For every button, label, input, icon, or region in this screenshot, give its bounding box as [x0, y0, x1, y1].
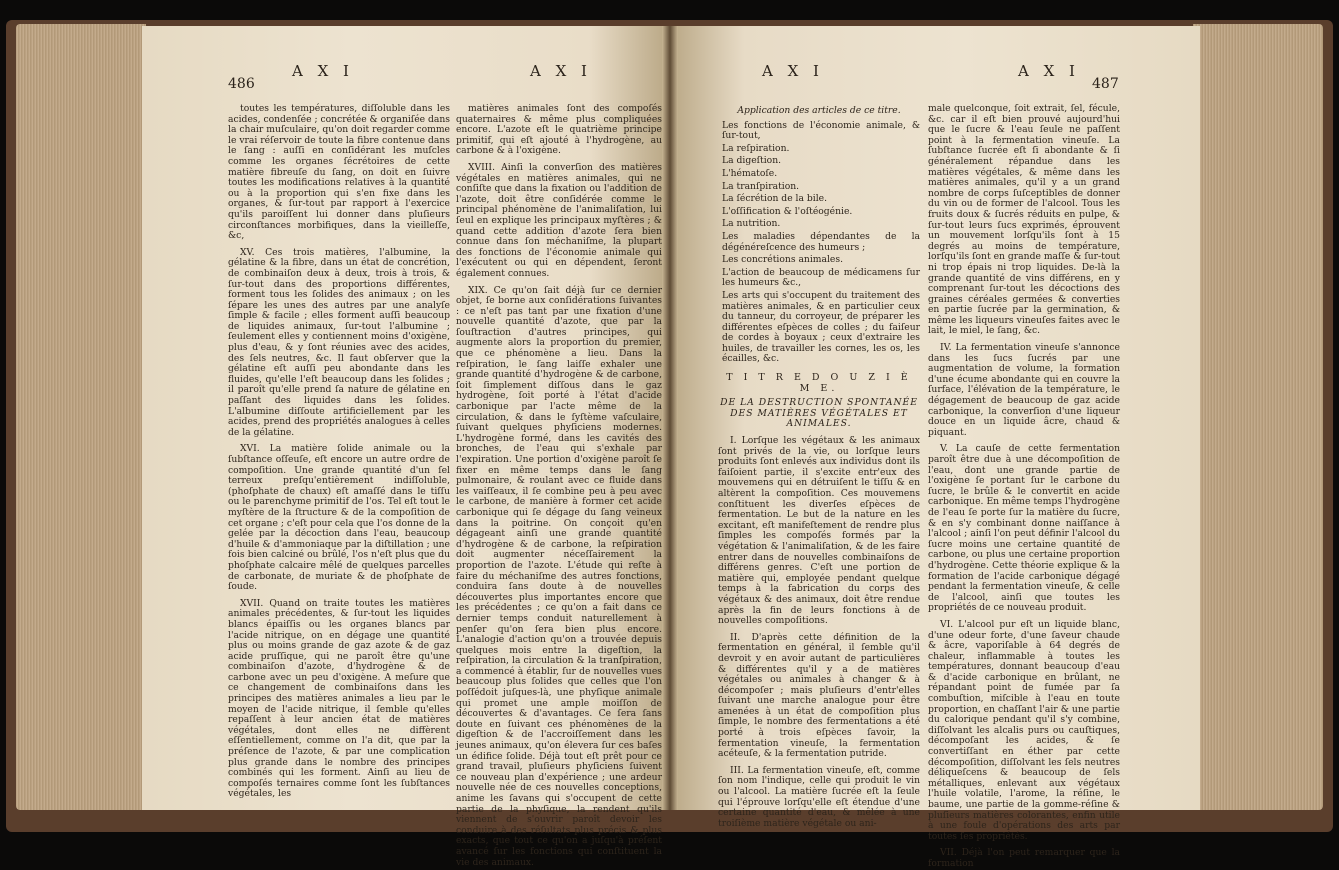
left-header-left: A X I — [292, 62, 354, 80]
right-page-number: 487 — [1092, 76, 1119, 92]
right-header-left: A X I — [762, 62, 824, 80]
paragraph-vi: VI. L'alcool pur eſt un liquide blanc, d'une odeur forte, d'une ſaveur chaude & âcre, vaporiſable à 64 degrés de chaleur, inflammable à toutes les températures, donnant beaucoup d'eau & d'acide carbonique en brûlant, ne répandant point de fumée par ſa combuſtion, miſcible à l'eau en toute proportion, en chaſſant l'air & une partie du calorique pendant qu'il s'y combine, diſſolvant les alcalis purs ou cauſtiques, décompoſant les acides, & ſe convertiſſant en éther par cette décompoſition, diſſolvant les ſels neutres déliqueſcens & beaucoup de ſels métalliques, enlevant aux végétaux l'huile volatile, l'arome, la réſine, le baume, une partie de la gomme-réſine & pluſieurs matières colorantes, enfin utile à une foule d'opérations des arts par toutes ſes propriétés. — [928, 618, 1120, 842]
list-item: La nutrition. — [722, 218, 781, 230]
paragraph-iv: IV. La fermentation vineuſe s'annonce dans les ſucs ſucrés par une augmentation de volume, la formation d'une écume abondante qui en couvre la ſurface, l'élévation de la température, le dégagement de beaucoup de gaz acide carbonique, la converſion d'une liqueur douce en un liquide âcre, chaud & piquant. — [928, 342, 1120, 438]
list-item: L'oſſification & l'oſtéogénie. — [722, 205, 853, 217]
list-item: Les concrétions animales. — [722, 254, 843, 266]
left-page-number: 486 — [228, 76, 255, 92]
paragraph-i: I. Lorſque les végétaux & les animaux ſont privés de la vie, ou lorſque leurs produits ſont enlevés aux individus dont ils faiſoient partie, il s'excite entr'eux des mouvemens qui en détruiſent le tiſſu & en altèrent la compoſition. Ces mouvemens conſtituent les diverſes eſpèces de fermentation. Le but de la nature en les excitant, eſt manifeſtement de rendre plus ſimples les compoſés formés par la végétation & l'animaliſation, & de les faire entrer dans de nouvelles combinaiſons de différens genres. C'eſt une portion de matière qui, employée pendant quelque temps à la fabrication du corps des végétaux & des animaux, doit être rendue après la fin de leurs fonctions à de nouvelles compoſitions. — [718, 435, 920, 627]
list-item: Les maladies dépendantes de la dégénéreſcence des humeurs ; — [722, 230, 920, 253]
chapter-subtitle: DE LA DESTRUCTION SPONTANÉE DES MATIÈRES VÉGÉTALES ET ANIMALES. — [720, 397, 918, 430]
list-item: La ſécrétion de la bile. — [722, 193, 828, 205]
right-header-right: A X I — [1018, 62, 1080, 80]
list-item: La reſpiration. — [722, 142, 790, 154]
list-item: Les arts qui s'occupent du traitement des matières animales, & en particulier ceux du tanneur, du corroyeur, de préparer les différentes eſpèces de colles ; du faiſeur de cordes à boyaux ; ceux d'extraire les huiles, de travailler les cornes, les os, les écailles, &c. — [722, 289, 920, 365]
section-heading: Application des articles de ce titre. — [737, 105, 901, 116]
list-item: L'action de beaucoup de médicamens ſur les humeurs &c., — [722, 266, 920, 289]
paragraph-xviii: XVIII. Ainſi la converſion des matières végétales en matières animales, qui ne conſiſte que dans la fixation ou l'addition de l'azote, doit être conſidérée comme le principal phénomène de l'animaliſation, lui ſeul en explique les principaux myſtères ; & quand cette addition d'azote ſera bien connue dans ſon méchaniſme, la plupart des fonctions de l'économie animale qui l'exécutent ou qui en dépendent, ſeront également connues. — [456, 161, 662, 279]
paragraph-xvi: XVI. La matière ſolide animale ou la ſubſtance oſſeuſe, eſt encore un autre ordre de compoſition. Une grande quantité d'un ſel terreux preſqu'entièrement indiſſoluble, (phoſphate de chaux) eſt amaſſé dans le tiſſu ou le parenchyme primitif de l'os. Tel eſt tout le myſtère de la ſtructure & de la compoſition de cet organe ; c'eſt pour cela que l'os donne de la gelée par la décoction dans l'eau, beaucoup d'huile & d'ammoniaque par la diſtillation ; une fois bien calciné ou brûlé, l'os n'eſt plus que du phoſphate calcaire mêlé de quelques parcelles de carbonate, de muriate & de phoſphate de ſoude. — [228, 443, 450, 593]
paragraph-iii: III. La fermentation vineuſe, eſt, comme ſon nom l'indique, celle qui produit le vin ou l'alcool. La matière ſucrée eſt la ſeule qui l'éprouve lorſqu'elle eſt étendue d'une certaine quantité d'eau, & mêlée à une troiſième matière végétale ou ani- — [718, 764, 920, 829]
list-item: L'hématoſe. — [722, 167, 778, 179]
paragraph: matières animales ſont des compoſés quaternaires & même plus compliquées encore. L'azote eſt le quatrième principe primitif, qui eſt ajouté à l'hydrogène, au carbone & à l'oxigène. — [456, 103, 662, 157]
left-header-right: A X I — [530, 62, 592, 80]
book-gutter — [662, 26, 678, 810]
paragraph-xix: XIX. Ce qu'on ſait déjà ſur ce dernier objet, ſe borne aux conſidérations ſuivantes : ce n'eſt pas tant par une fixation d'une nouvelle quantité d'azote, que par la ſouſtraction d'autres principes, qui augmente alors la proportion du premier, que ce phénomène a lieu. Dans la reſpiration, le ſang laiſſe exhaler une grande quantité d'hydrogène & de carbone, ſoit ſimplement diſſous dans le gaz hydrogène, ſoit porté à l'état d'acide carbonique par l'acte même de la circulation, & dans le ſyſtème vaſculaire, ſuivant quelques phyſiciens modernes. L'hydrogène formé, dans les cavités des bronches, de l'eau qui s'exhale par l'expiration. Une portion d'oxigène paroît ſe fixer en même temps dans le ſang pulmonaire, & roulant avec ce fluide dans les vaiſſeaux, il ſe combine peu à peu avec le carbone, de manière à former cet acide carbonique qui ſe dégage du ſang veineux dans la poitrine. On conçoit qu'en dégageant ainſi une grande quantité d'hydrogène & de carbone, la reſpiration doit augmenter néceſſairement la proportion de l'azote. L'étude qui reſte à faire du méchaniſme des autres fonctions, conduira ſans doute à de nouvelles découvertes plus importantes encore que les précédentes ; ce qu'on a fait dans ce dernier temps conduit naturellement à penſer qu'on ſera bien plus encore. L'analogie d'action qu'on a trouvée depuis quelques mois entre la digeſtion, la reſpiration, la circulation & la tranſpiration, a commencé à établir, ſur de nouvelles vues beaucoup plus ſolides que celles que l'on poſſédoit juſques-là, une phyſique animale qui promet une ample moiſſon de découvertes & d'avantages. Ce ſera ſans doute en ſuivant ces phénomènes de la digeſtion & de l'accroiſſement dans les jeunes animaux, qu'on élevera ſur ces baſes un édifice ſolide. Déjà tout eſt prêt pour ce grand travail, pluſieurs phyſiciens ſuivent ce nouveau plan d'expérience ; une ardeur nouvelle née de ces nouvelles conceptions, anime les ſavans qui s'occupent de cette partie de la phyſique, la rendent qu'ils viennent de s'ouvrir paroît devoir les conduire à des réſultats plus précis & plus exacts, que tout ce qu'on a juſqu'à préſent avancé ſur les fonctions qui conſtituent la vie des animaux. — [456, 284, 662, 868]
page-edges-left — [16, 24, 146, 810]
page-edges-right — [1193, 24, 1323, 810]
paragraph-xvii: XVII. Quand on traite toutes les matières animales précédentes, & ſur-tout les liquides blancs épaiſſis ou les organes blancs par l'acide nitrique, on en dégage une quantité plus ou moins grande de gaz azote & de gaz acide pruſſique, qui ne paroît être qu'une combinaiſon d'azote, d'hydrogène & de carbone avec un peu d'oxigène. A meſure que ce changement de combinaiſons dans les principes des matières animales a lieu par le moyen de l'acide nitrique, il ſemble qu'elles repaſſent à leur ancien état de matières végétales, dont elles ne diffèrent eſſentiellement, comme on l'a dit, que par la préſence de l'azote, & par une complication plus grande dans le nombre des principes combinés qui les forment. Ainſi au lieu de compoſés ternaires comme ſont les ſubſtances végétales, les — [228, 597, 450, 800]
list-item: Les fonctions de l'économie animale, & ſur-tout, — [722, 119, 920, 142]
paragraph-ii: II. D'après cette définition de la fermentation en général, il ſemble qu'il devroit y en avoir autant de particulières & différentes qu'il y a de matières végétales ou animales à changer & à décompoſer ; mais pluſieurs d'entr'elles ſuivant une marche analogue pour être amenées à un état de compoſition plus ſimple, le nombre des fermentations a été porté à trois eſpèces ſavoir, la fermentation vineuſe, la fermentation acéteuſe, & la fermentation putride. — [718, 631, 920, 760]
list-item: La digeſtion. — [722, 155, 782, 167]
paragraph: male quelconque, ſoit extrait, ſel, fécule, &c. car il eſt bien prouvé aujourd'hui que le ſucre & l'eau ſeule ne paſſent point à la fermentation vineuſe. La ſubſtance ſucrée eſt ſi abondante & ſi généralement répandue dans les matières végétales, & même dans les matières animales, qu'il y a un grand nombre de corps ſuſceptibles de donner du vin ou de former de l'alcool. Tous les fruits doux & ſucrés réduits en pulpe, & ſur-tout leurs ſucs exprimés, éprouvent un mouvement lorſqu'ils ſont à 15 degrés au moins de température, lorſqu'ils ſont en grande maſſe & ſur-tout ni trop épais ni trop liquides. De-là la grande quantité de vins différens, en y comprenant ſur-tout les décoctions des graines céréales germées & converties en partie ſucrée par la germination, & même les liqueurs vineuſes faites avec le lait, le miel, le ſang, &c. — [928, 103, 1120, 337]
left-column-1 — [228, 103, 450, 800]
paragraph: toutes les températures, diſſoluble dans les acides, condenſée ; concrétée & organiſée dans la chair muſculaire, qu'on doit regarder comme le vrai réſervoir de toute la fibre contenue dans le ſang : auſſi en conſidérant les muſcles comme les organes ſécrétoires de cette matière fibreuſe du ſang, on doit en ſuivre toutes les modifications relatives à la quantité ou à la proportion qui s'en fixe dans les organes, & ſur-tout par rapport à l'exercice qu'ils paroiſſent lui donner dans pluſieurs circonſtances morbifiques, dans la vieilleſſe, &c, — [228, 103, 450, 242]
chapter-title: T I T R E D O U Z I È M E. — [726, 372, 912, 394]
list-item: La tranſpiration. — [722, 180, 800, 192]
paragraph-vii: VII. Déjà l'on peut remarquer que la formation — [928, 847, 1120, 869]
paragraph-v: V. La cauſe de cette fermentation paroît être due à une décompoſition de l'eau, dont une grande partie de l'oxigène ſe portant ſur le carbone du ſucre, le brûle & le convertit en acide carbonique. En même temps l'hydrogène de l'eau ſe porte ſur la matière du ſucre, & en s'y combinant donne naiſſance à l'alcool ; ainſi l'on peut définir l'alcool du ſucre moins une certaine quantité de carbone, ou plus une certaine proportion d'hydrogène. Cette théorie explique & la formation de l'acide carbonique dégagé pendant la fermentation vineuſe, & celle de l'alcool, ainſi que toutes les propriétés de ce nouveau produit. — [928, 443, 1120, 614]
paragraph-xv: XV. Ces trois matières, l'albumine, la gélatine & la fibre, dans un état de concrétion, de combinaiſon deux à deux, trois à trois, & ſur-tout dans des proportions différentes, forment tous les ſolides des animaux ; on les ſépare les unes des autres par une analyſe ſimple & facile ; elles forment auſſi beaucoup de liquides animaux, ſur-tout l'albumine ; ſeulement elles y contiennent moins d'oxigène, plus d'eau, & y ſont réunies avec des acides, des ſels neutres, &c. Il faut obſerver que la gélatine eſt auſſi peu abondante dans les fluides, qu'elle l'eſt beaucoup dans les ſolides ; il paroît qu'elle prend ſa nature de gélatine en paſſant des liquides dans les ſolides. L'albumine diſſoute artificiellement par les acides, prend des propriétés analogues à celles de la gélatine. — [228, 246, 450, 438]
right-column-2 — [928, 103, 1120, 869]
right-column-1 — [718, 104, 920, 829]
left-column-2 — [456, 103, 662, 868]
